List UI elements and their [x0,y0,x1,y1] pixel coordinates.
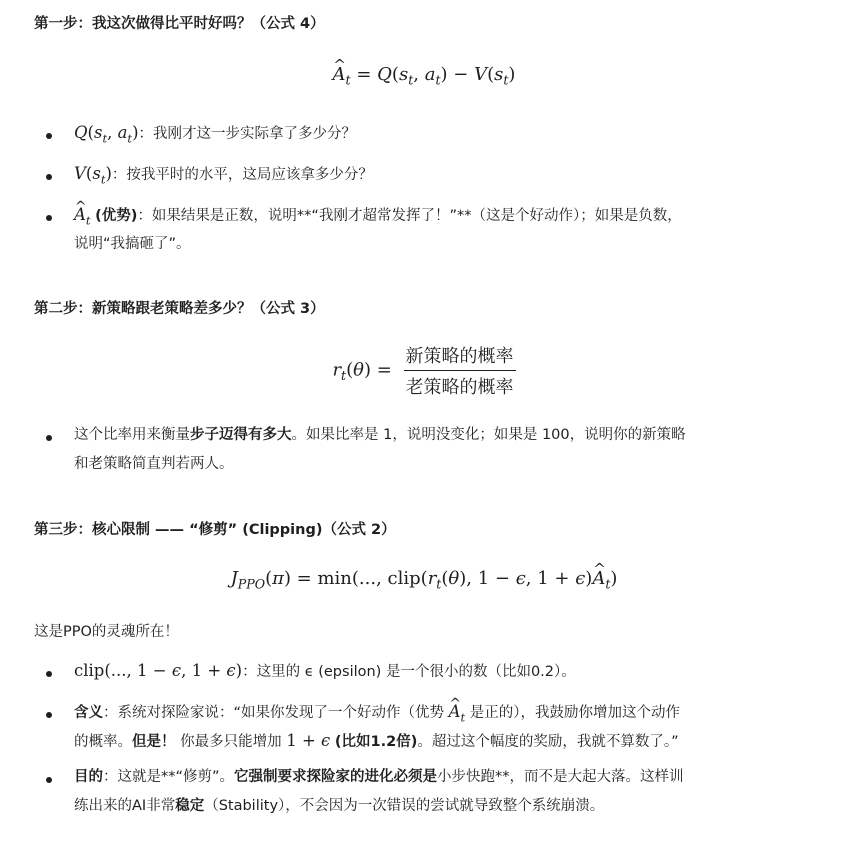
clip-objective-formula: $J_{PPO}(\pi) = \min$(..., $clip(r_t(\theta)$, 1 − ϵ, 1 + ϵ)^ $A_t$) [0,568,848,592]
bullet-dot [46,215,52,221]
ratio-formula: $r_t(\theta)$ = $\frac{\text{新策略的概率}}{\text{老策略的概率}}$ [0,342,848,399]
step1-bullet-a: ^ $A_t$ (优势)：如果结果是正数，说明**“我刚才超常发挥了！”**（这是个好动作）；如果是负数， [74,204,682,231]
step2-bold-phrase: 步子迈得有多大 [190,427,292,443]
step1-bullet-a-line2: 说明“我搞砸了”。 [74,236,191,252]
step1-bullet-v: $V(s_t)$：按我平时的水平，这局应该拿多少分？ [74,164,373,187]
ratio-denominator: 老策略的概率 [405,377,514,398]
step3-intro: 这是PPO的灵魂所在！ [34,624,179,640]
step3-meaning-label: 含义 [74,705,103,721]
step1-bullet-q: $Q(s_t$, $a_t$)：我刚才这一步实际拿了多少分？ [74,123,356,146]
step3-bullet-purpose-line2: 练出来的AI非常稳定（Stability），不会因为一次错误的尝试就导致整个系统崩溃。 [74,798,605,814]
step3-purpose-label: 目的 [74,769,103,785]
advantage-formula: ^ $A_t = Q(s_t$, $a_t) - V(s_t)$ [0,64,848,88]
step3-bullet-purpose: 目的：这就是**“修剪”。它强制要求探险家的进化必须是小步快跑**，而不是大起大落。这样训 [74,769,684,785]
step3-bullet-meaning-line2: 的概率。但是！ 你最多只能增加 1 + ϵ (比如1.2倍)。超过这个幅度的奖励，我就不算数了。” [74,731,679,750]
bullet-dot [46,435,52,441]
step1-advantage-label: (优势) [95,208,138,224]
step3-bullet-clip: clip(..., 1 − ϵ, 1 + ϵ)：这里的 ϵ (epsilon) 是一个很小的数（比如0.2）。 [74,661,576,680]
bullet-dot [46,174,52,180]
step2-bullet: 这个比率用来衡量步子迈得有多大。如果比率是 1，说明没变化；如果是 100，说明你的新策略 [74,427,686,443]
step2-bullet-line2: 和老策略简直判若两人。 [74,456,234,472]
bullet-dot [46,133,52,139]
bullet-dot [46,777,52,783]
bullet-dot [46,712,52,718]
step3-bullet-meaning: 含义：系统对探险家说：“如果你发现了一个好动作（优势 ^ $A_t$ 是正的），我鼓励你增加这个动作 [74,701,680,728]
step1-heading: 第一步：我这次做得比平时好吗？（公式 4） [34,16,325,32]
step1-bullet-v-desc: ：按我平时的水平，这局应该拿多少分？ [111,167,373,183]
bullet-dot [46,671,52,677]
step1-bullet-q-desc: ：我刚才这一步实际拿了多少分？ [138,126,356,142]
step2-heading: 第二步：新策略跟老策略差多少？（公式 3） [34,301,325,317]
ratio-numerator: 新策略的概率 [404,342,516,371]
step3-heading: 第三步：核心限制 —— “修剪” (Clipping)（公式 2） [34,522,396,538]
step1-bullet-a-desc: ：如果结果是正数，说明**“我刚才超常发挥了！”**（这是个好动作）；如果是负数， [137,208,682,224]
